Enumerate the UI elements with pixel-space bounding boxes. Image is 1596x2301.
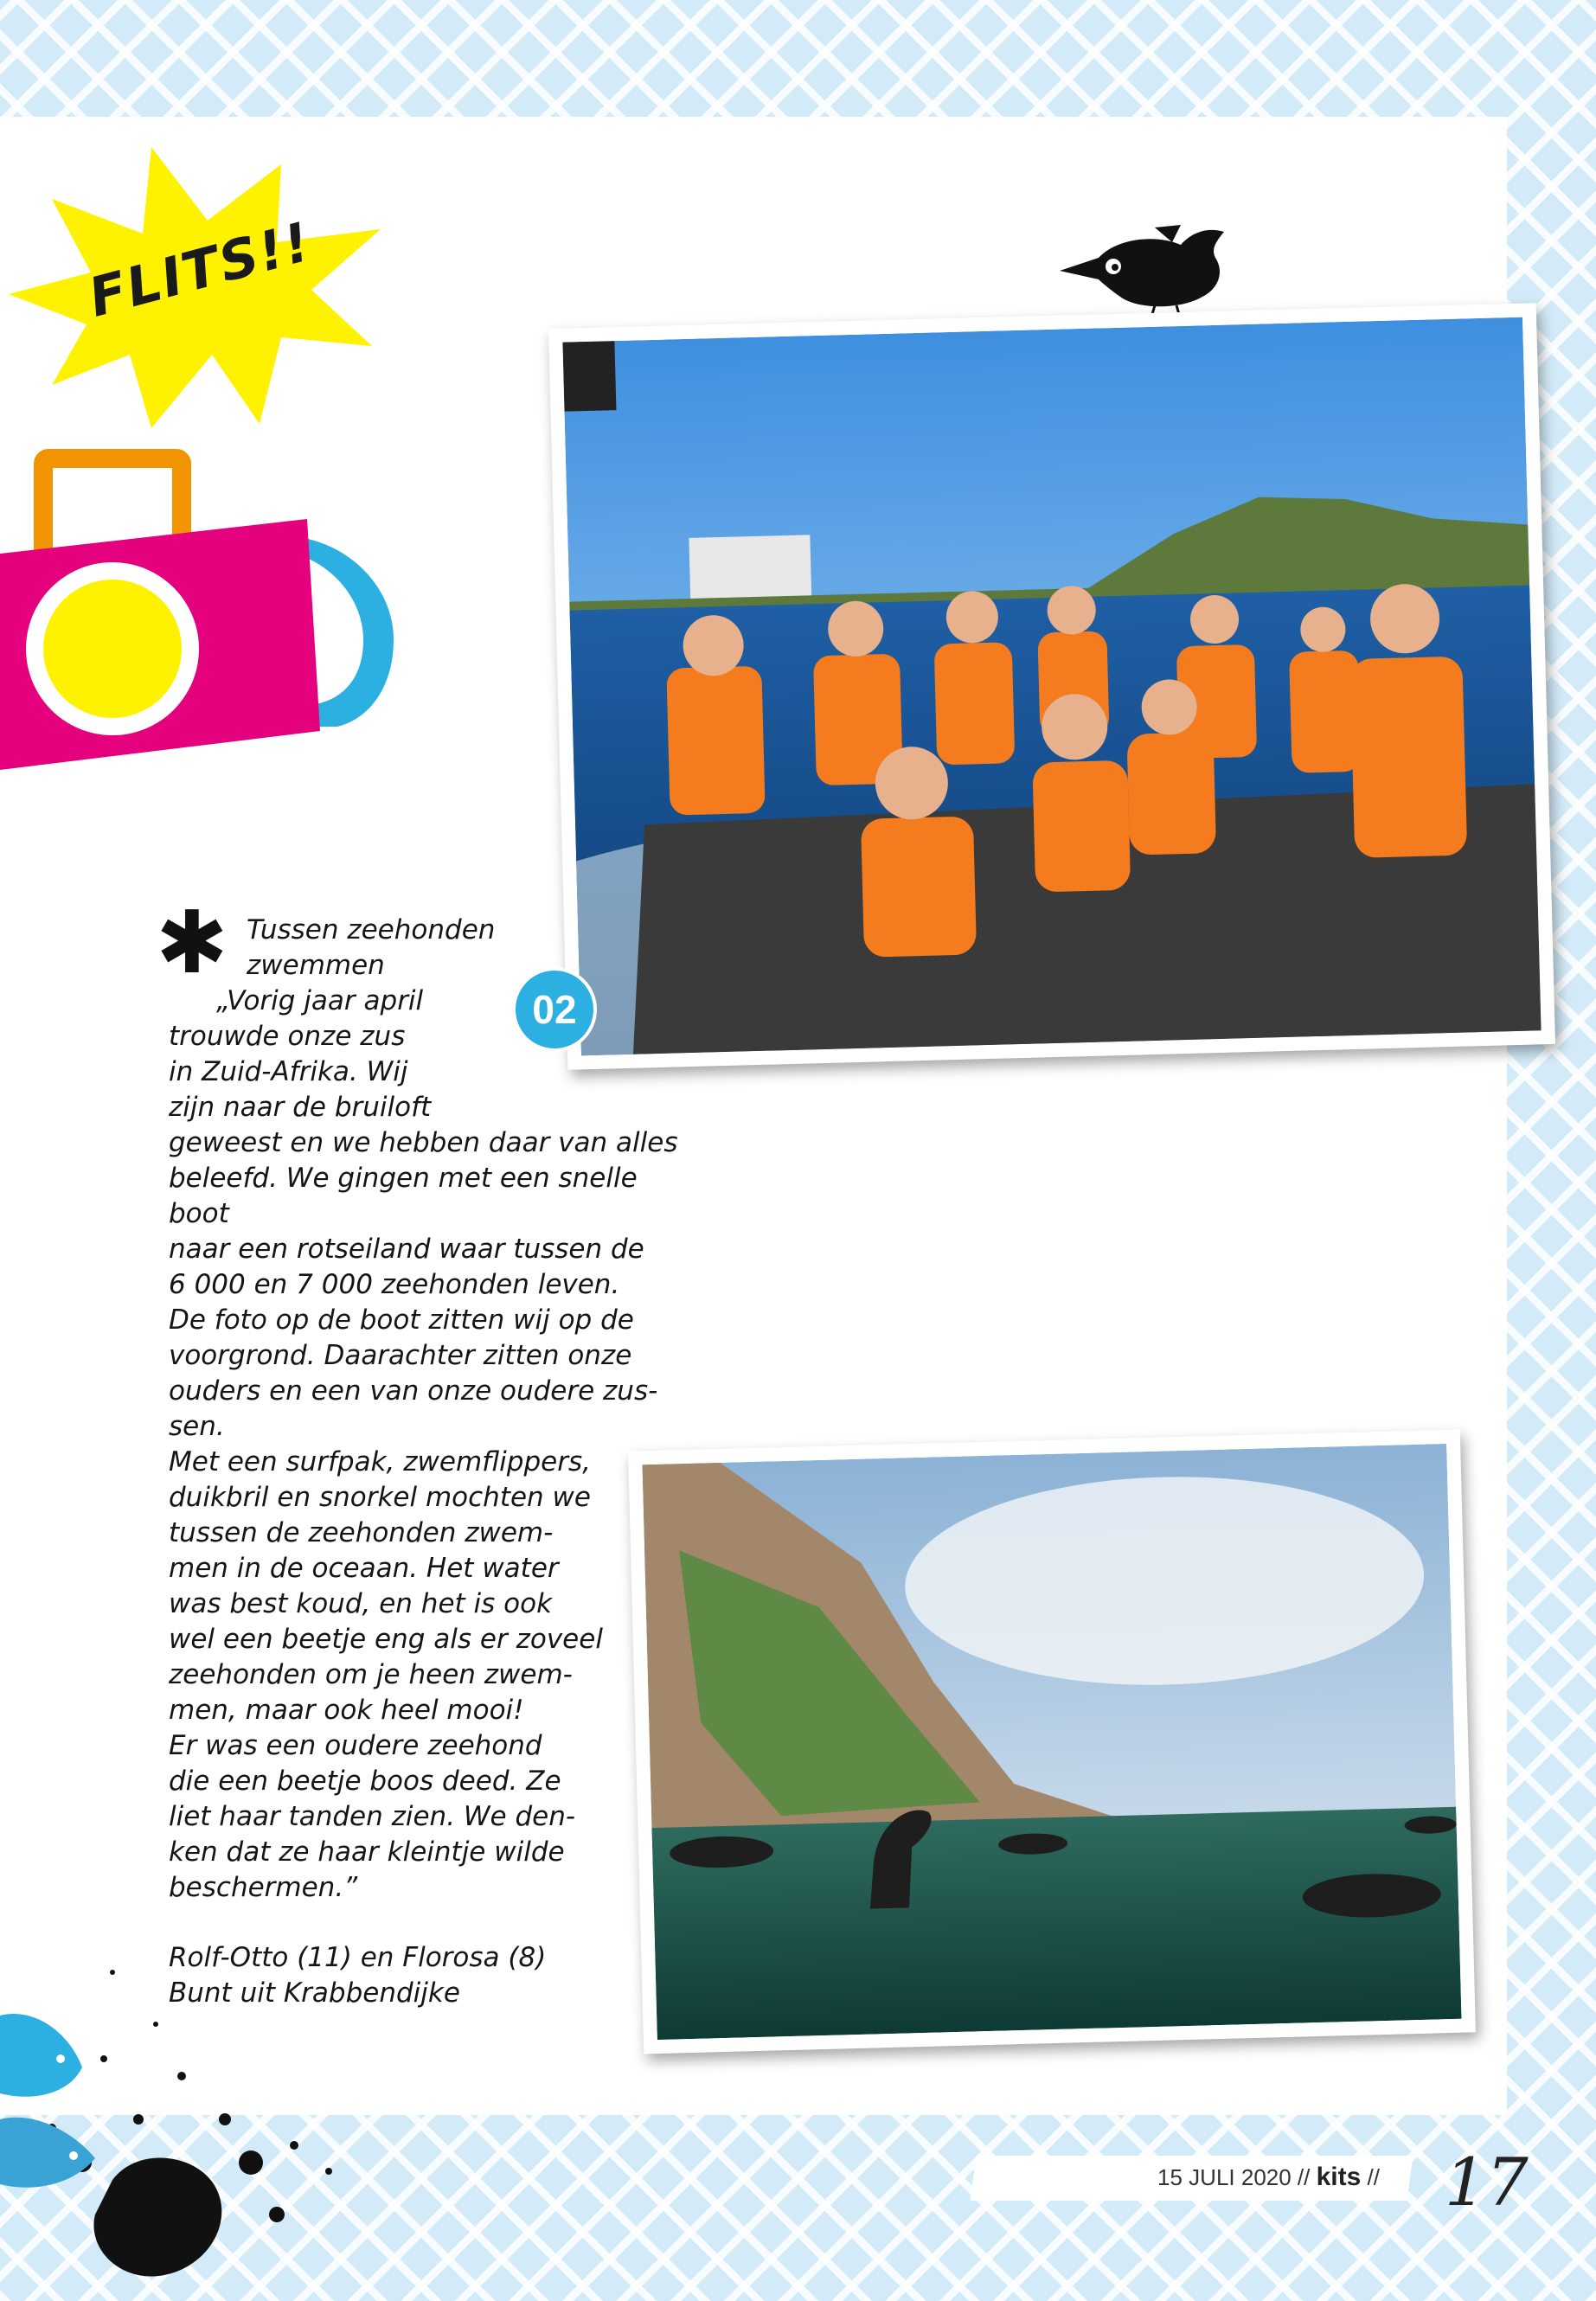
article-line: sen.	[169, 1411, 225, 1442]
article-line: in Zuid-Afrika. Wij	[169, 1056, 408, 1087]
article-line: was best koud, en het is ook	[169, 1588, 553, 1619]
article-line: duikbril en snorkel mochten we	[169, 1482, 591, 1513]
article-line: geweest en we hebben daar van alles	[169, 1127, 678, 1158]
article-line: beschermen.”	[169, 1872, 358, 1903]
footer-separator: //	[1367, 2164, 1380, 2190]
footer-brand: kits	[1316, 2163, 1362, 2191]
article-line: De foto op de boot zitten wij op de	[169, 1304, 634, 1336]
signature-line: Rolf-Otto (11) en Florosa (8)	[169, 1942, 547, 1973]
seals-photo-image	[642, 1444, 1461, 2040]
photo-number-badge: 02	[512, 967, 597, 1052]
article-line: Met een surfpak, zwemflippers,	[169, 1446, 591, 1477]
bird-icon	[1051, 223, 1237, 323]
flits-label: FLITS!!	[82, 209, 318, 330]
camera-icon	[0, 433, 407, 796]
article-line: liet haar tanden zien. We den-	[169, 1801, 576, 1832]
article-heading	[169, 913, 705, 984]
fish-icon	[0, 1964, 121, 2206]
article-line: trouwde onze zus	[169, 1021, 406, 1052]
article	[169, 913, 705, 2011]
article-heading-line: zwemmen	[247, 950, 385, 981]
article-line: voorgrond. Daarachter zitten onze	[169, 1340, 632, 1371]
article-line: zijn naar de bruiloft	[169, 1092, 432, 1123]
article-line: wel een beetje eng als er zoveel	[169, 1624, 603, 1655]
article-line: zeehonden om je heen zwem-	[169, 1659, 573, 1690]
article-line: die een beetje boos deed. Ze	[169, 1766, 561, 1797]
asterisk-icon: ✱	[156, 892, 228, 993]
article-line: men, maar ook heel mooi!	[169, 1695, 524, 1726]
article-line: Er was een oudere zeehond	[169, 1730, 542, 1761]
article-line: 6 000 en 7 000 zeehonden leven.	[169, 1269, 620, 1300]
boat-photo-image	[562, 317, 1541, 1056]
article-line: tussen de zeehonden zwem-	[169, 1517, 554, 1548]
article-heading-line: Tussen zeehonden	[247, 914, 496, 945]
article-line: ken dat ze haar kleintje wilde	[169, 1836, 565, 1868]
article-line: naar een rotseiland waar tussen de	[169, 1234, 644, 1265]
footer-text	[999, 2163, 1380, 2192]
article-body	[169, 984, 705, 2011]
seals-photo	[628, 1430, 1476, 2054]
footer-date: 15 JULI 2020 //	[1157, 2164, 1311, 2190]
article-line: beleefd. We gingen met een snelle boot	[169, 1163, 638, 1229]
signature-line: Bunt uit Krabbendijke	[169, 1977, 460, 2009]
article-line: ouders en een van onze oudere zus-	[169, 1375, 658, 1407]
page-number: 17	[1445, 2144, 1529, 2221]
article-line: men in de oceaan. Het water	[169, 1553, 559, 1584]
article-line: „Vorig jaar april	[216, 985, 424, 1016]
